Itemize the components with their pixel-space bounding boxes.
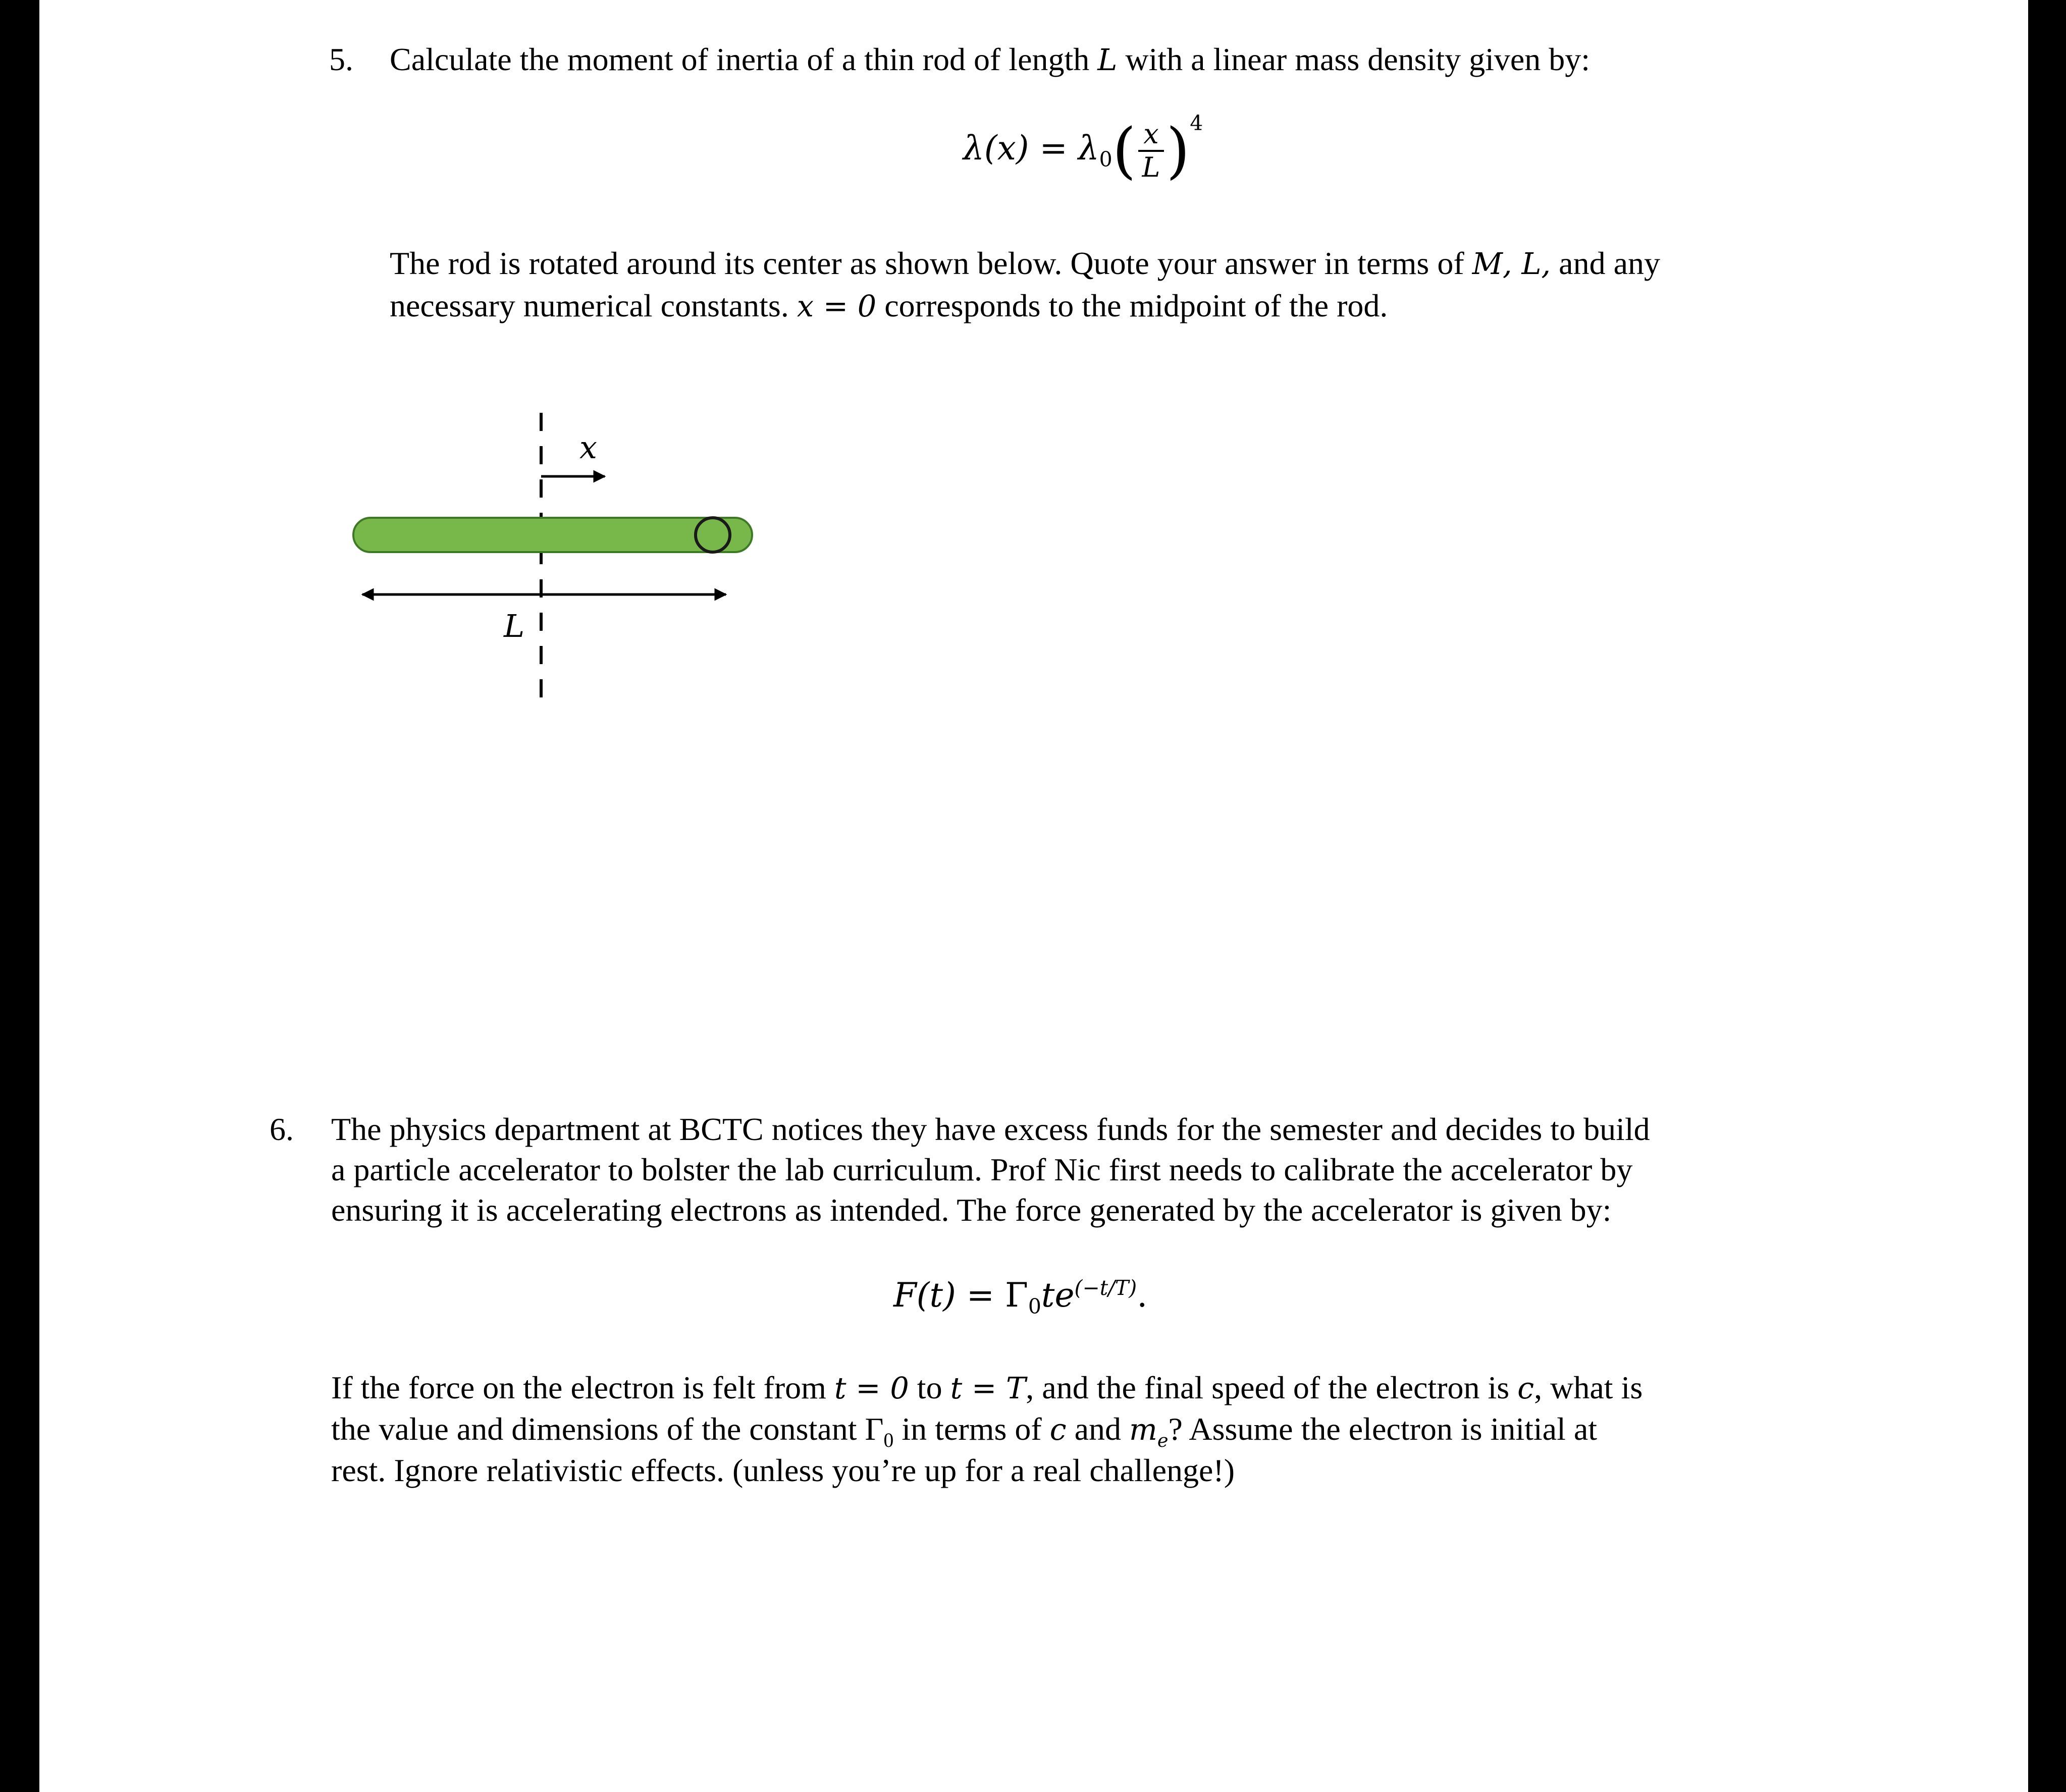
q6-l4-a: If the force on the electron is felt from — [331, 1370, 826, 1405]
q6-eq-te: te — [1041, 1276, 1075, 1315]
q6-eq-sub0: 0 — [1028, 1294, 1041, 1319]
q6-line1: The physics department at BCTC notices they have excess funds for the semester and decides to build — [331, 1111, 1650, 1147]
q6-l5-end: ? Assume the electron is initial at — [1168, 1411, 1598, 1447]
q5-text3-eq: x = 0 — [797, 289, 877, 323]
rod-end-cap — [696, 518, 730, 552]
q6-l4-b: , and the final speed of the electron is — [1026, 1370, 1510, 1405]
q6-equation — [893, 1276, 1147, 1319]
q5-eq-denominator: L — [1142, 151, 1160, 183]
q5-eq-sub0: 0 — [1099, 147, 1113, 172]
L-label: L — [504, 608, 525, 644]
q6-line6: rest. Ignore relativistic effects. (unless you’re up for a real challenge!) — [331, 1452, 1235, 1488]
q6-l5-and: and — [1074, 1411, 1122, 1447]
q5-text2-a: The rod is rotated around its center as shown below. Quote your answer in terms of — [390, 245, 1464, 281]
rod-diagram — [39, 0, 847, 732]
q5-eq-fraction — [1138, 118, 1164, 183]
q5-text2-b: and any — [1559, 245, 1660, 281]
q5-eq-paren-open: ( — [1112, 116, 1136, 186]
q6-number: 6. — [270, 1111, 294, 1147]
q6-eq-exponent: (−t/T) — [1074, 1276, 1137, 1300]
q5-text3-a: necessary numerical constants. — [390, 288, 789, 323]
q5-number: 5. — [329, 41, 353, 77]
q6-eq-lhs: F(t) = — [893, 1276, 995, 1315]
q6-l5-c: c — [1049, 1412, 1067, 1447]
q6-l5-sub: 0 — [883, 1429, 894, 1451]
q6-l4-end: , what is — [1534, 1370, 1643, 1405]
q6-eq-gamma: Γ — [1005, 1276, 1028, 1315]
q6-line4 — [331, 1367, 1643, 1409]
q5-equation — [963, 111, 1203, 186]
q5-prompt-end: with a linear mass density given by: — [1125, 41, 1591, 77]
q6-l4-eq2: t = T — [950, 1371, 1026, 1405]
q6-l5-m: m — [1129, 1412, 1157, 1447]
q5-text3-b: corresponds to the midpoint of the rod. — [884, 288, 1388, 323]
q5-eq-lambda0: λ — [1078, 129, 1099, 168]
document-page — [39, 0, 2028, 1792]
q5-eq-numerator: x — [1143, 118, 1159, 150]
q6-line3: ensuring it is accelerating electrons as intended. The force generated by the accelerator is given by: — [331, 1192, 1612, 1228]
q5-eq-paren-close: ) — [1166, 116, 1190, 186]
q5-eq-exponent: 4 — [1190, 111, 1203, 135]
q6-l5-msub: e — [1157, 1429, 1169, 1451]
q6-line2: a particle accelerator to bolster the lab curriculum. Prof Nic first needs to calibrate the accelerator by — [331, 1152, 1633, 1187]
q6-l5-gamma: Γ — [865, 1411, 884, 1447]
q6-l4-eq1: t = 0 — [834, 1371, 909, 1405]
q6-l5-a: the value and dimensions of the constant — [331, 1411, 857, 1447]
thin-rod — [353, 518, 752, 552]
x-label: x — [579, 429, 597, 466]
q6-l4-c: c — [1517, 1371, 1534, 1405]
q6-l5-b: in terms of — [902, 1411, 1042, 1447]
q6-eq-end: . — [1137, 1276, 1148, 1315]
q6-l4-to: to — [917, 1370, 942, 1405]
q5-text2-ML: M, L, — [1472, 246, 1551, 281]
q5-prompt-start: Calculate the moment of inertia of a thin rod of length — [390, 41, 1090, 77]
q5-eq-lhs: λ(x) = — [963, 129, 1068, 168]
q5-prompt-L: L — [1097, 42, 1118, 77]
